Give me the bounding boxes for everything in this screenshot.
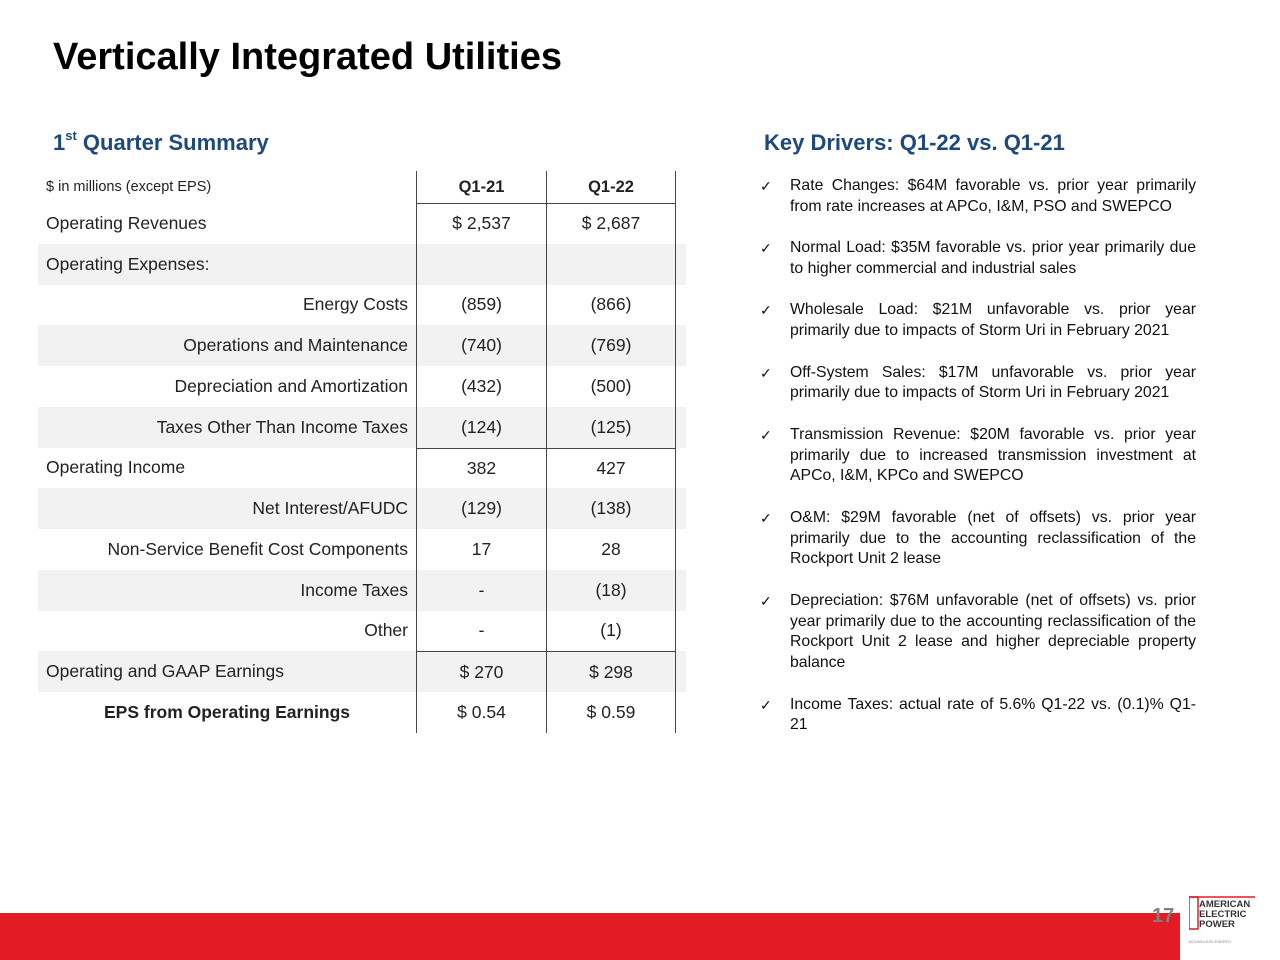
logo-tagline: BOUNDLESS ENERGY: [1189, 939, 1232, 944]
driver-text: Wholesale Load: $21M unfavorable vs. prior year primarily due to impacts of Storm Uri in February 2021: [790, 301, 1196, 340]
row-label: Non-Service Benefit Cost Components: [107, 538, 408, 559]
summary-heading-prefix: 1: [53, 130, 66, 155]
driver-text: Income Taxes: actual rate of 5.6% Q1-22 vs. (0.1)% Q1-21: [790, 695, 1196, 734]
checkmark-icon: ✓: [760, 426, 772, 443]
row-label: Income Taxes: [300, 579, 408, 600]
row-label: Operations and Maintenance: [183, 335, 408, 356]
row-label: Other: [364, 620, 408, 641]
value-q1-22: 28: [546, 529, 676, 570]
row-label: Operating Income: [46, 457, 186, 478]
table-row: [38, 651, 686, 692]
row-label: Energy Costs: [302, 294, 408, 315]
row-label: Taxes Other Than Income Taxes: [156, 416, 408, 437]
driver-text: Transmission Revenue: $20M favorable vs. prior year primarily due to increased transmission investment at APCo, I&M, KPCo and SWEPCO: [790, 425, 1196, 485]
checkmark-icon: ✓: [760, 364, 772, 381]
value-q1-22: (138): [546, 488, 676, 529]
driver-text: Off-System Sales: $17M unfavorable vs. prior year primarily due to impacts of Storm Uri in February 2021: [790, 363, 1196, 402]
logo-line-2: ELECTRIC: [1199, 909, 1247, 920]
summary-heading-rest: Quarter Summary: [76, 130, 269, 155]
value-q1-21: (124): [416, 407, 546, 448]
checkmark-icon: ✓: [760, 302, 772, 319]
page-number: 17: [1152, 905, 1175, 927]
value-q1-21: $ 0.54: [416, 692, 546, 733]
key-drivers-list: [760, 176, 1196, 757]
value-q1-21: 17: [416, 529, 546, 570]
row-label: Net Interest/AFUDC: [252, 498, 408, 519]
value-q1-21: -: [416, 611, 546, 652]
logo-line-1: AMERICAN: [1199, 899, 1251, 910]
checkmark-icon: ✓: [760, 696, 772, 713]
list-item: [760, 238, 1196, 280]
value-q1-21: (740): [416, 325, 546, 366]
table-row: [38, 407, 686, 448]
driver-text: O&M: $29M favorable (net of offsets) vs. prior year primarily due to the accounting reclassification of the Rockport Unit 2 lease: [790, 508, 1196, 568]
row-label: Operating Expenses:: [46, 253, 210, 274]
value-q1-22: (125): [546, 407, 676, 448]
column-header-q1-21: Q1-21: [416, 171, 546, 203]
footer-red-band: [0, 913, 1180, 960]
list-item: [760, 591, 1196, 674]
column-header-q1-22: Q1-22: [546, 171, 676, 203]
row-label: EPS from Operating Earnings: [103, 701, 351, 722]
checkmark-icon: ✓: [760, 178, 772, 194]
value-q1-22: (1): [546, 611, 676, 652]
value-q1-21: 382: [416, 448, 546, 489]
value-q1-21: (859): [416, 285, 546, 326]
checkmark-icon: ✓: [760, 240, 772, 257]
driver-text: Normal Load: $35M favorable vs. prior year primarily due to higher commercial and industrial sales: [790, 239, 1196, 277]
list-item: [760, 176, 1196, 218]
value-q1-22: (769): [546, 325, 676, 366]
summary-table: [38, 171, 686, 733]
value-q1-21: (129): [416, 488, 546, 529]
row-label: Depreciation and Amortization: [174, 375, 408, 396]
table-row: [38, 366, 686, 407]
list-item: [760, 695, 1196, 737]
value-q1-22: [546, 244, 676, 285]
list-item: [760, 425, 1196, 487]
page-title: Vertically Integrated Utilities: [53, 36, 562, 78]
table-row: [38, 285, 686, 326]
table-row: [38, 448, 686, 489]
table-row-eps: [38, 692, 686, 733]
row-label: Operating Revenues: [46, 212, 207, 233]
list-item: [760, 363, 1196, 405]
value-q1-22: $ 0.59: [546, 692, 676, 733]
value-q1-22: 427: [546, 448, 676, 489]
driver-text: Depreciation: $76M unfavorable (net of offsets) vs. prior year primarily due to the accounting reclassification of the Rockport Unit 2 lease and higher depreciable property balance: [790, 591, 1196, 672]
value-q1-22: (18): [546, 570, 676, 611]
table-row: [38, 244, 686, 285]
table-row: [38, 203, 686, 244]
value-q1-21: (432): [416, 366, 546, 407]
table-row: [38, 488, 686, 529]
value-q1-21: $ 2,537: [416, 203, 546, 244]
value-q1-22: (500): [546, 366, 676, 407]
value-q1-22: (866): [546, 285, 676, 326]
logo-line-3: POWER: [1199, 919, 1235, 930]
checkmark-icon: ✓: [760, 509, 772, 526]
summary-heading-sup: st: [65, 128, 77, 143]
value-q1-21: -: [416, 570, 546, 611]
table-header-row: [38, 171, 686, 203]
row-label: Operating and GAAP Earnings: [46, 661, 285, 682]
list-item: [760, 300, 1196, 342]
table-row: [38, 611, 686, 652]
table-row: [38, 529, 686, 570]
value-q1-21: $ 270: [416, 651, 546, 692]
value-q1-22: $ 2,687: [546, 203, 676, 244]
summary-heading: [53, 130, 269, 156]
list-item: [760, 508, 1196, 570]
aep-logo: [1189, 889, 1261, 947]
drivers-heading: Key Drivers: Q1-22 vs. Q1-21: [764, 130, 1065, 155]
value-q1-22: $ 298: [546, 651, 676, 692]
table-row: [38, 325, 686, 366]
checkmark-icon: ✓: [760, 592, 772, 609]
value-q1-21: [416, 244, 546, 285]
table-row: [38, 570, 686, 611]
driver-text: Rate Changes: $64M favorable vs. prior year primarily from rate increases at APCo, I&M, PSO and SWEPCO: [790, 177, 1196, 215]
unit-label: $ in millions (except EPS): [46, 179, 212, 195]
